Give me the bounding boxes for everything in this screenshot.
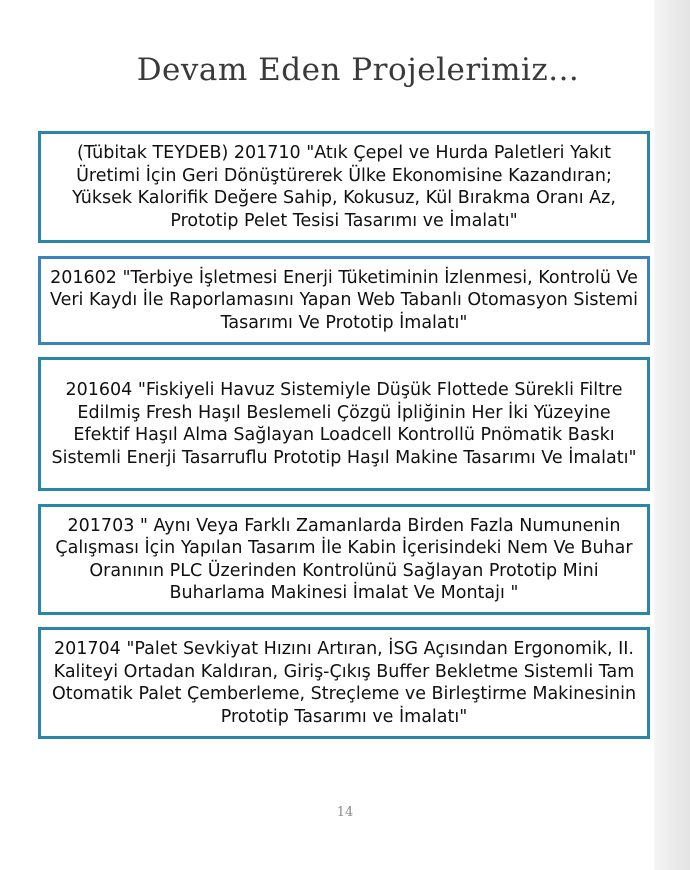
page-edge-shadow <box>654 0 690 870</box>
project-box <box>38 256 650 345</box>
project-text: 201602 "Terbiye İşletmesi Enerji Tüketiminin İzlenmesi, Kontrolü Ve Veri Kaydı İle Raporlamasını Yapan Web Tabanlı Otomasyon Sistemi Tasarımı Ve Prototip İmalatı" <box>49 267 638 333</box>
project-box <box>38 504 650 615</box>
project-text: 201703 " Aynı Veya Farklı Zamanlarda Birden Fazla Numunenin Çalışması İçin Yapılan Tasarım İle Kabin İçerisindeki Nem Ve Buhar Oranının PLC Üzerinden Kontrolünü Sağlayan Prototip Mini Buharlama Makinesi İmalat Ve Montajı " <box>55 515 633 603</box>
project-text: (Tübitak TEYDEB) 201710 "Atık Çepel ve Hurda Paletleri Yakıt Üretimi İçin Geri Dönüştürerek Ülke Ekonomisine Kazandıran; Yüksek Kalorifik Değere Sahip, Kokusuz, Kül Bırakma Oranı Az, Prototip Pelet Tesisi Tasarımı ve İmalatı" <box>72 143 616 231</box>
project-box <box>38 627 650 739</box>
project-box <box>38 357 650 491</box>
project-box <box>38 131 650 243</box>
page-title: Devam Eden Projelerimiz... <box>136 52 580 88</box>
project-text: 201604 "Fiskiyeli Havuz Sistemiyle Düşük Flottede Sürekli Filtre Edilmiş Fresh Haşıl Beslemeli Çözgü İpliğinin Her İki Yüzeyine Efektif Haşıl Alma Sağlayan Loadcell Kontrollü Pnömatik Baskı Sistemli Enerji Tasarruflu Prototip Haşıl Makine Tasarımı Ve İmalatı" <box>51 380 637 468</box>
project-text: 201704 "Palet Sevkiyat Hızını Artıran, İSG Açısından Ergonomik, II. Kaliteyi Ortadan Kaldıran, Giriş-Çıkış Buffer Bekletme Sistemli Tam Otomatik Palet Çemberleme, Streçleme ve Birleştirme Makinesinin Prototip Tasarımı ve İmalatı" <box>51 639 637 727</box>
page-number: 14 <box>336 805 354 820</box>
